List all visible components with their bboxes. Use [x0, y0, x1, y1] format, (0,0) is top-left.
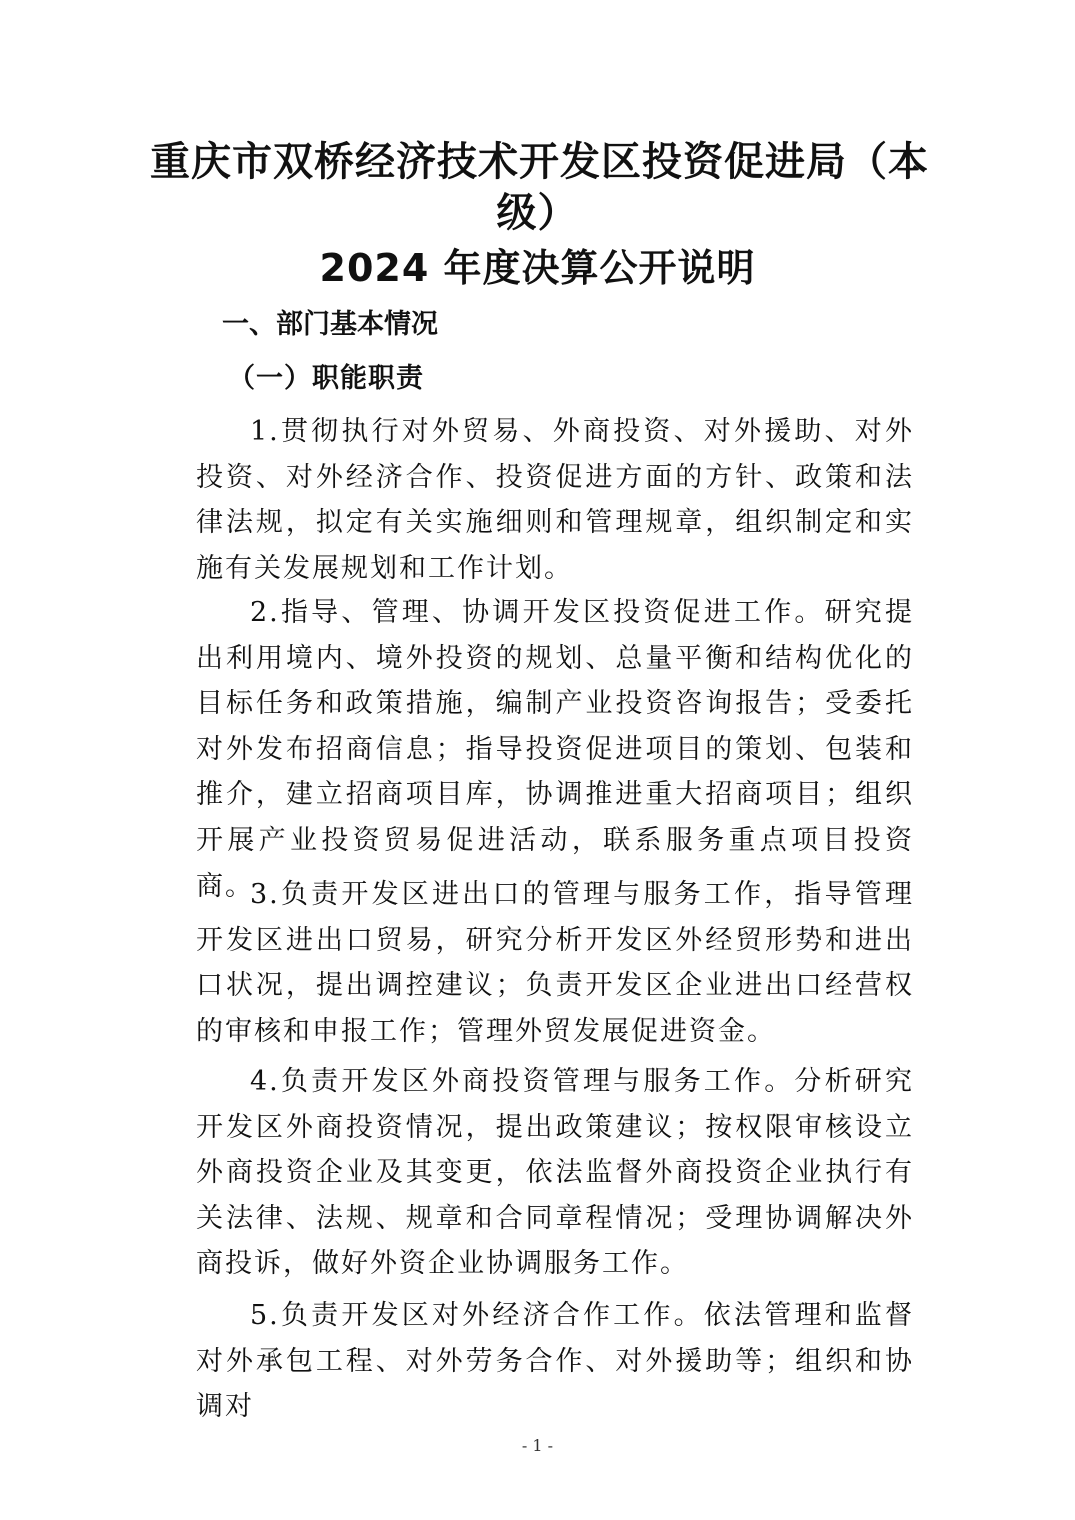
section-heading-basic-info: 一、部门基本情况 [222, 309, 438, 340]
subsection-heading-duties: （一）职能职责 [228, 363, 424, 394]
document-title-line-1: 重庆市双桥经济技术开发区投资促进局（本 [150, 139, 929, 185]
duty-paragraph-2: 2.指导、管理、协调开发区投资促进工作。研究提出利用境内、境外投资的规划、总量平衡和结构优化的目标任务和政策措施，编制产业投资咨询报告；受委托对外发布招商信息；指导投资促进项目的策划、包装和推介，建立招商项目库，协调推进重大招商项目；组织开展产业投资贸易促进活动，联系服务重点项目投资商。 [196, 597, 914, 902]
duty-paragraph-5: 5.负责开发区对外经济合作工作。依法管理和监督对外承包工程、对外劳务合作、对外援助等；组织和协调对 [196, 1300, 914, 1423]
duty-paragraph-3: 3.负责开发区进出口的管理与服务工作，指导管理开发区进出口贸易，研究分析开发区外经贸形势和进出口状况，提出调控建议；负责开发区企业进出口经营权的审核和申报工作；管理外贸发展促进资金。 [196, 879, 914, 1047]
page-number: - 1 - [521, 1436, 554, 1455]
document-title-line-2: 级） [496, 190, 579, 236]
duty-paragraph-1: 1.贯彻执行对外贸易、外商投资、对外援助、对外投资、对外经济合作、投资促进方面的方针、政策和法律法规，拟定有关实施细则和管理规章，组织制定和实施有关发展规划和工作计划。 [196, 416, 914, 584]
document-title-line-3: 2024 年度决算公开说明 [319, 246, 756, 290]
duty-paragraph-4: 4.负责开发区外商投资管理与服务工作。分析研究开发区外商投资情况，提出政策建议；按权限审核设立外商投资企业及其变更，依法监督外商投资企业执行有关法律、法规、规章和合同章程情况；受理协调解决外商投诉，做好外资企业协调服务工作。 [196, 1066, 914, 1280]
